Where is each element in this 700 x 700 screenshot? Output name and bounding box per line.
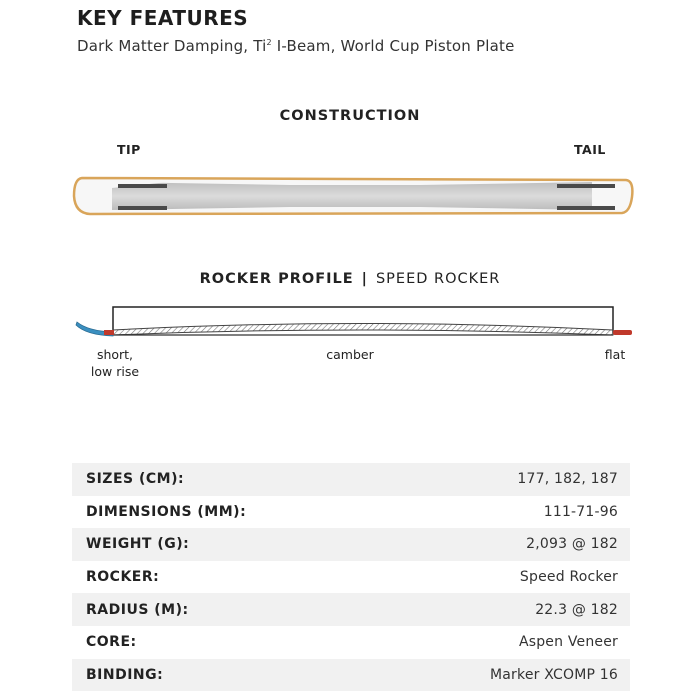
- spec-row-binding: [72, 659, 630, 692]
- spec-value: Marker XCOMP 16: [490, 666, 618, 683]
- key-features-text-a: Dark Matter Damping, Ti: [77, 37, 267, 55]
- spec-label: DIMENSIONS (MM):: [86, 503, 247, 520]
- spec-value: 177, 182, 187: [517, 471, 618, 488]
- spec-label: ROCKER:: [86, 569, 160, 586]
- rocker-type: SPEED ROCKER: [375, 271, 501, 287]
- tip-damper-bottom: [118, 206, 167, 210]
- spec-label: CORE:: [86, 634, 137, 651]
- tip-rise-label: [87, 346, 143, 380]
- camber-label: camber: [326, 347, 374, 362]
- specs-table: [72, 463, 630, 691]
- tail-damper-top: [557, 184, 615, 188]
- spec-row-sizes: [72, 463, 630, 496]
- rocker-profile-title: [0, 271, 700, 287]
- rocker-profile-label: ROCKER PROFILE: [199, 271, 354, 287]
- rocker-profile-separator: |: [361, 271, 368, 287]
- construction-diagram: [0, 0, 700, 230]
- spec-value: Speed Rocker: [519, 569, 618, 586]
- tail-flat-label: flat: [604, 347, 626, 362]
- tip-rise-label-line1: short,: [96, 347, 134, 362]
- spec-value: 2,093 @ 182: [526, 536, 618, 553]
- spec-label: RADIUS (M):: [86, 601, 189, 618]
- spec-label: BINDING:: [86, 666, 164, 683]
- spec-label: WEIGHT (G):: [86, 536, 190, 553]
- rocker-ski: [113, 324, 613, 336]
- tail-damper-bottom: [557, 206, 615, 210]
- tip-damper-top: [118, 184, 167, 188]
- key-features-title: KEY FEATURES: [77, 6, 249, 30]
- ski-core: [112, 182, 592, 210]
- construction-title: CONSTRUCTION: [279, 108, 421, 124]
- spec-value: 111-71-96: [543, 503, 618, 520]
- spec-row-radius: [72, 593, 630, 626]
- spec-value: Aspen Veneer: [518, 634, 618, 651]
- spec-row-dimensions: [72, 496, 630, 529]
- spec-value: 22.3 @ 182: [535, 601, 618, 618]
- key-features-superscript: 2: [266, 38, 272, 47]
- key-features-text-b: I-Beam, World Cup Piston Plate: [271, 37, 515, 55]
- spec-row-core: [72, 626, 630, 659]
- spec-row-weight: [72, 528, 630, 561]
- tail-flat-marker: [613, 330, 632, 335]
- tip-rise-label-line2: low rise: [90, 364, 140, 379]
- tip-label: TIP: [117, 142, 141, 157]
- tail-label: TAIL: [574, 142, 606, 157]
- spec-label: SIZES (CM):: [86, 471, 185, 488]
- tip-rocker-marker: [104, 330, 114, 335]
- spec-row-rocker: [72, 561, 630, 594]
